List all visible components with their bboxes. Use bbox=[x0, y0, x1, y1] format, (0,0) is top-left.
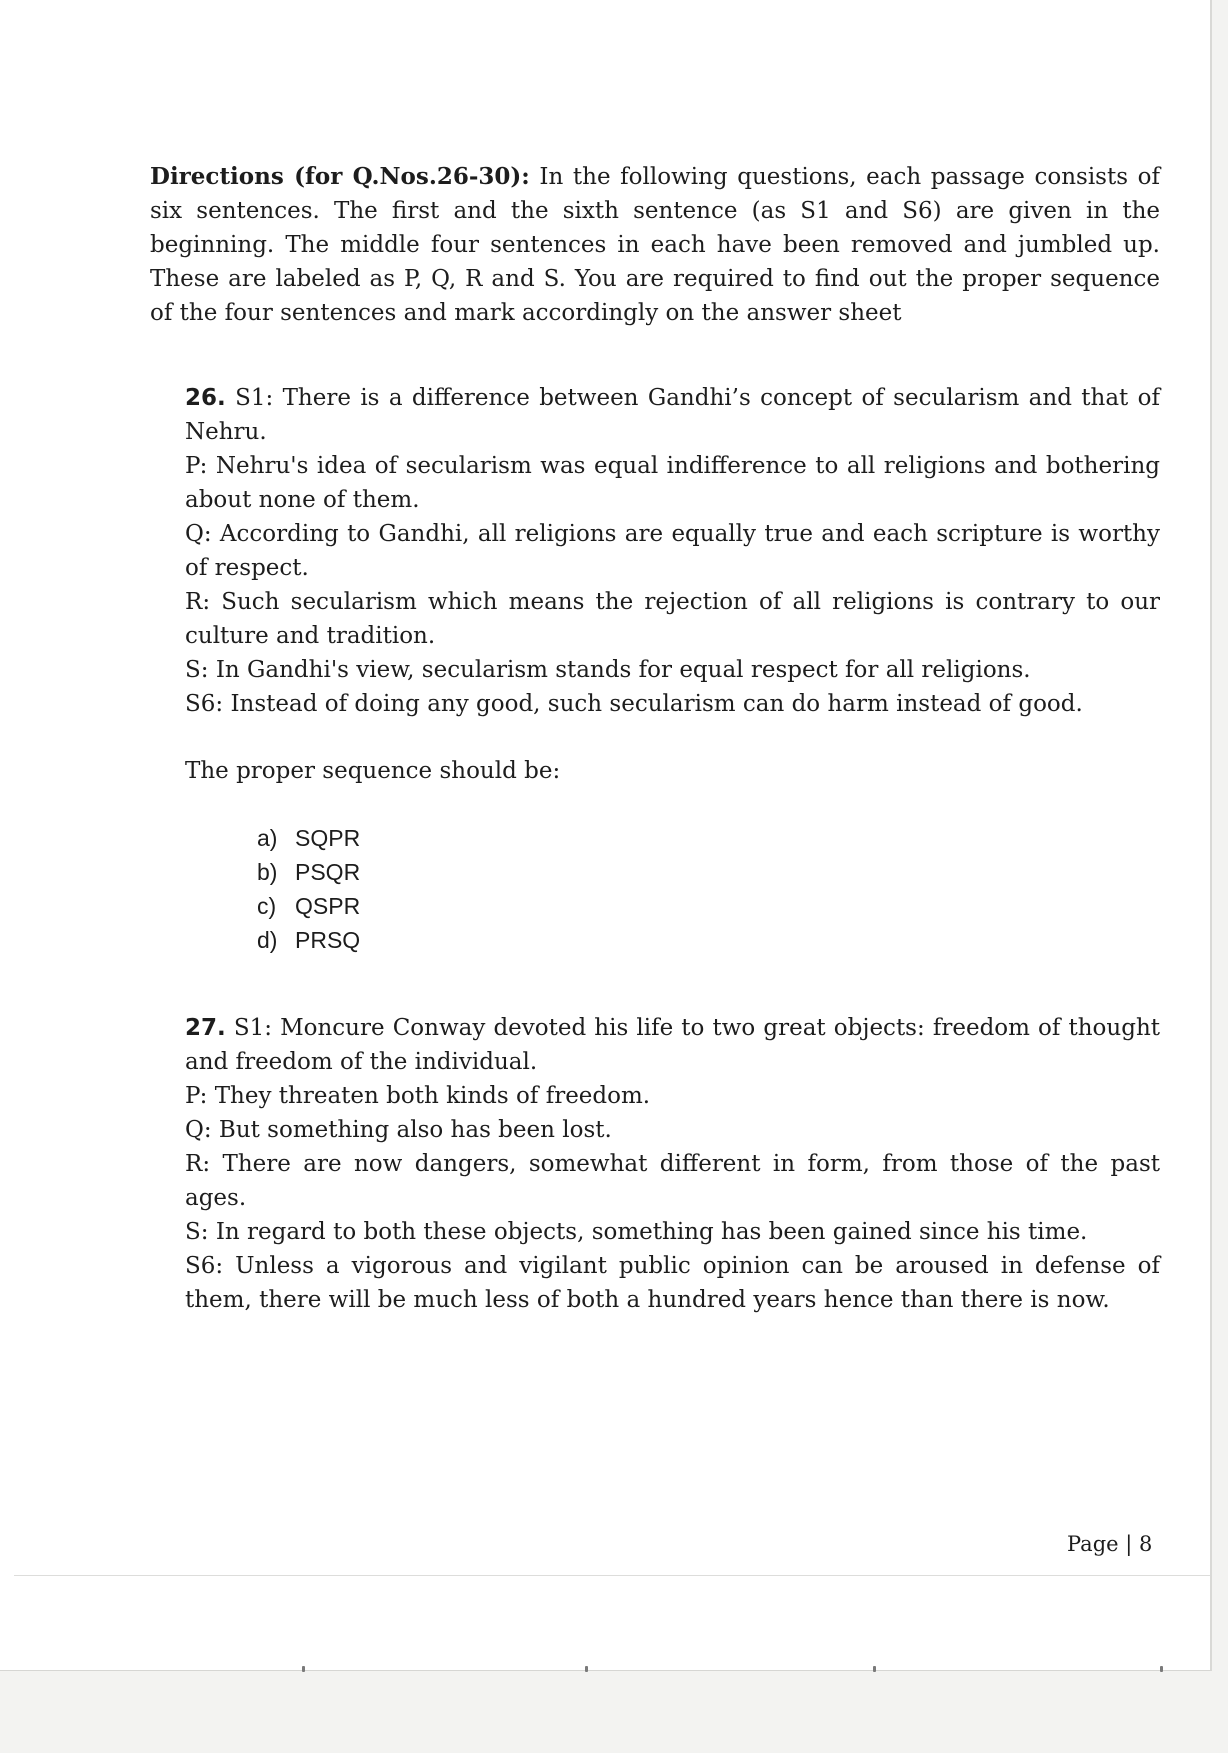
q26-s1 bbox=[185, 381, 1160, 449]
q26-s6: S6: Instead of doing any good, such secularism can do harm instead of good. bbox=[185, 691, 1083, 717]
q26-option-a[interactable] bbox=[257, 821, 1160, 855]
q26-sentence-q: Q: According to Gandhi, all religions are equally true and each scripture is worthy of respect. bbox=[185, 521, 1160, 581]
scan-speck bbox=[585, 1666, 588, 1672]
directions-paragraph bbox=[150, 160, 1160, 330]
option-letter: b) bbox=[257, 859, 278, 885]
q27-s6: S6: Unless a vigorous and vigilant public opinion can be aroused in defense of them, there will be much less of both a hundred years hence than there is now. bbox=[185, 1253, 1160, 1313]
option-letter: d) bbox=[257, 927, 278, 953]
directions-text: In the following questions, each passage consists of six sentences. The first and the sixth sentence (as S1 and S6) are given in the beginning. The middle four sentences in each have been removed and jumbled up. These are labeled as P, Q, R and S. You are required to find out the proper sequence of the four sentences and mark accordingly on the answer sheet bbox=[150, 164, 1160, 326]
q27-s1-text: S1: Moncure Conway devoted his life to two great objects: freedom of thought and freedom of the individual. bbox=[185, 1015, 1160, 1075]
q26-option-b[interactable] bbox=[257, 855, 1160, 889]
q26-option-c[interactable] bbox=[257, 889, 1160, 923]
q26-option-d[interactable] bbox=[257, 923, 1160, 957]
option-text: PSQR bbox=[295, 859, 361, 885]
q26-sentence-s: S: In Gandhi's view, secularism stands for equal respect for all religions. bbox=[185, 657, 1031, 683]
q27-number: 27. bbox=[185, 1015, 226, 1041]
q27-sentence-p: P: They threaten both kinds of freedom. bbox=[185, 1083, 651, 1109]
q26-options bbox=[257, 821, 1160, 957]
q27-sentence-q: Q: But something also has been lost. bbox=[185, 1117, 612, 1143]
q26-number: 26. bbox=[185, 385, 226, 411]
option-text: PRSQ bbox=[295, 927, 361, 953]
question-26 bbox=[185, 381, 1160, 957]
q27-sentence-r: R: There are now dangers, somewhat different in form, from those of the past ages. bbox=[185, 1151, 1160, 1211]
q27-sentence-s: S: In regard to both these objects, something has been gained since his time. bbox=[185, 1219, 1088, 1245]
option-text: QSPR bbox=[295, 893, 361, 919]
q26-sentence-r: R: Such secularism which means the rejection of all religions is contrary to our culture and tradition. bbox=[185, 589, 1160, 649]
q26-sentence-p: P: Nehru's idea of secularism was equal indifference to all religions and bothering about none of them. bbox=[185, 453, 1160, 513]
option-letter: a) bbox=[257, 825, 278, 851]
page-number: Page | 8 bbox=[1067, 1532, 1153, 1556]
scan-speck bbox=[873, 1666, 876, 1672]
scan-speck bbox=[1160, 1666, 1163, 1672]
option-letter: c) bbox=[257, 893, 277, 919]
scan-speck bbox=[302, 1666, 305, 1672]
directions-label: Directions (for Q.Nos.26-30): bbox=[150, 163, 530, 190]
question-27 bbox=[185, 1011, 1160, 1317]
q27-s1 bbox=[185, 1011, 1160, 1079]
option-text: SQPR bbox=[295, 825, 361, 851]
q26-s1-text: S1: There is a difference between Gandhi’s concept of secularism and that of Nehru. bbox=[185, 385, 1160, 445]
footer-divider bbox=[14, 1575, 1210, 1576]
q26-prompt: The proper sequence should be: bbox=[185, 758, 561, 784]
